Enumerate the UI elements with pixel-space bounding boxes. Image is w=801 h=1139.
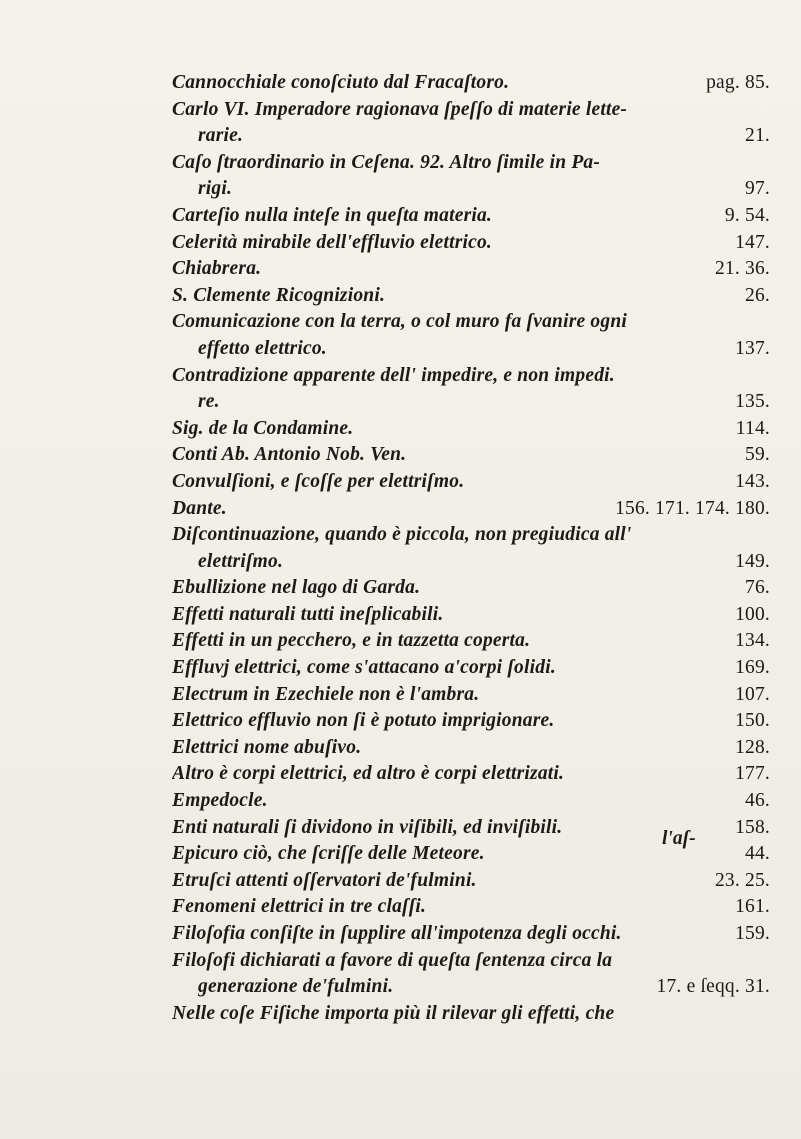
index-line [172, 788, 770, 815]
page-reference: pag. 85. [706, 72, 770, 93]
index-line [172, 761, 770, 788]
page-reference: 177. [735, 763, 770, 785]
entry-text: Conti Ab. Antonio Nob. Ven. [172, 444, 407, 466]
entry-text: Electrum in Ezechiele non è l'ambra. [172, 683, 480, 705]
entry-text: Filoſofia conſiſte in ſupplire all'impotenza degli occhi. [172, 923, 622, 944]
index-entry [172, 363, 770, 416]
index-line [172, 868, 770, 895]
page-reference: 161. [735, 896, 770, 918]
entry-text: re. [198, 391, 220, 413]
index-line [172, 948, 770, 975]
index-entry [172, 682, 770, 709]
page-reference: 26. [745, 284, 770, 306]
entry-text: Chiabrera. [172, 258, 262, 280]
page-reference: 21. 36. [714, 258, 770, 280]
entry-text: Elettrico effluvio non ſi è potuto imprigionare. [172, 710, 555, 732]
index-line [172, 363, 770, 390]
index-line [172, 203, 770, 230]
index-line [172, 522, 770, 549]
index-line [172, 655, 770, 682]
entry-text: Dante. [172, 497, 227, 519]
entry-text: Filoſofi dichiarati a favore di queſta ſentenza circa la [172, 949, 613, 971]
index-line [172, 123, 770, 150]
page-reference: 59. [745, 444, 770, 466]
entry-text: Ebullizione nel lago di Garda. [172, 577, 421, 599]
index-entry [172, 256, 770, 283]
index-entry [172, 602, 770, 629]
index-line [172, 283, 770, 310]
index-line [172, 176, 770, 203]
index-entry [172, 894, 770, 921]
index-entry [172, 1001, 770, 1028]
index-entry [172, 735, 770, 762]
index-entry [172, 628, 770, 655]
entry-text: Fenomeni elettrici in tre claſſi. [172, 896, 427, 918]
entry-text: Epicuro ciò, che ſcriſſe delle Meteore. [172, 843, 485, 865]
entry-text: Convulſioni, e ſcoſſe per elettriſmo. [172, 470, 465, 492]
entry-text: generazione de'fulmini. [198, 976, 394, 998]
entry-text: Etruſci attenti oſſervatori de'fulmini. [172, 869, 477, 891]
page-reference: 44. [745, 843, 770, 865]
page-reference: 114. [735, 417, 770, 439]
page-reference: 143. [735, 470, 770, 492]
page-reference: 21. [745, 125, 770, 147]
index-entry [172, 921, 770, 948]
page-reference: 134. [735, 630, 770, 652]
entry-text: Caſo ſtraordinario in Ceſena. 92. Altro ſimile in Pa- [172, 151, 601, 173]
index-line [172, 150, 770, 177]
index-list [172, 70, 770, 1027]
index-line [172, 575, 770, 602]
page-reference: 159. [735, 923, 770, 944]
index-line [172, 708, 770, 735]
index-line [172, 389, 770, 416]
page-reference: 76. [745, 577, 770, 599]
index-entry [172, 761, 770, 788]
index-line [172, 682, 770, 709]
index-entry [172, 203, 770, 230]
entry-text: effetto elettrico. [198, 337, 327, 359]
index-entry [172, 522, 770, 575]
page-reference: 147. [735, 231, 770, 253]
entry-text: Sig. de la Condamine. [172, 417, 354, 439]
page-reference: 156. 171. 174. 180. [615, 497, 770, 519]
page-reference: 158. [735, 816, 770, 838]
index-line [172, 230, 770, 257]
entry-text: Empedocle. [172, 790, 268, 812]
index-line [172, 442, 770, 469]
index-entry [172, 708, 770, 735]
index-entry [172, 788, 770, 815]
entry-text: rigi. [198, 178, 233, 200]
entry-text: Contradizione apparente dell' impedire, e non impedi. [172, 364, 615, 386]
index-line [172, 894, 770, 921]
index-entry [172, 309, 770, 362]
index-entry [172, 496, 770, 523]
entry-text: Cannocchiale conoſciuto dal Fracaſtoro. [172, 72, 510, 93]
page-reference: 107. [735, 683, 770, 705]
index-entry [172, 97, 770, 150]
entry-text: Carlo VI. Imperadore ragionava ſpeſſo di materie lette- [172, 98, 628, 120]
index-line [172, 602, 770, 629]
entry-text: Celerità mirabile dell'effluvio elettrico. [172, 231, 492, 253]
page-reference: 46. [745, 790, 770, 812]
entry-text: Nelle coſe Fiſiche importa più il rilevar gli effetti, che [172, 1002, 615, 1024]
entry-text: Diſcontinuazione, quando è piccola, non pregiudica all' [172, 524, 632, 546]
index-line [172, 974, 770, 1001]
entry-text: Enti naturali ſi dividono in viſibili, ed inviſibili. [172, 816, 563, 838]
index-line [172, 1001, 770, 1028]
page-reference: 137. [735, 337, 770, 359]
page-reference: 149. [735, 550, 770, 572]
index-entry [172, 948, 770, 1001]
page-reference: 135. [735, 391, 770, 413]
index-entry [172, 469, 770, 496]
page-reference: 100. [735, 603, 770, 625]
page-reference: 17. e ſeqq. 31. [656, 976, 770, 998]
page-reference: 9. 54. [724, 204, 770, 226]
index-entry [172, 70, 770, 97]
entry-text: Altro è corpi elettrici, ed altro è corpi elettrizati. [172, 763, 565, 785]
index-line [172, 97, 770, 124]
index-line [172, 921, 770, 948]
index-entry [172, 230, 770, 257]
index-entry [172, 416, 770, 443]
index-entry [172, 283, 770, 310]
page-reference: 150. [735, 710, 770, 732]
index-line [172, 628, 770, 655]
index-line [172, 416, 770, 443]
entry-text: elettriſmo. [198, 550, 284, 572]
entry-text: rarie. [198, 125, 244, 147]
index-entry [172, 575, 770, 602]
index-entry [172, 655, 770, 682]
page-reference: 128. [735, 736, 770, 758]
entry-text: Effetti naturali tutti ineſplicabili. [172, 603, 444, 625]
index-entry [172, 868, 770, 895]
index-line [172, 496, 770, 523]
index-line [172, 309, 770, 336]
index-line [172, 70, 770, 97]
index-line [172, 256, 770, 283]
entry-text: Carteſio nulla inteſe in queſta materia. [172, 204, 493, 226]
page-reference: 97. [745, 178, 770, 200]
page-reference: 169. [735, 657, 770, 679]
entry-text: Elettrici nome abuſivo. [172, 736, 362, 758]
entry-text: Effetti in un pecchero, e in tazzetta coperta. [172, 630, 531, 652]
entry-text: Comunicazione con la terra, o col muro fa ſvanire ogni [172, 311, 627, 333]
entry-text: S. Clemente Ricognizioni. [172, 284, 386, 306]
index-entry [172, 442, 770, 469]
entry-text: Effluvj elettrici, come s'attacano a'corpi ſolidi. [172, 657, 556, 679]
index-line [172, 469, 770, 496]
index-entry [172, 150, 770, 203]
index-line [172, 549, 770, 576]
index-line [172, 336, 770, 363]
index-line [172, 735, 770, 762]
catchword: l'aſ- [662, 828, 696, 849]
page-reference: 23. 25. [714, 869, 770, 891]
